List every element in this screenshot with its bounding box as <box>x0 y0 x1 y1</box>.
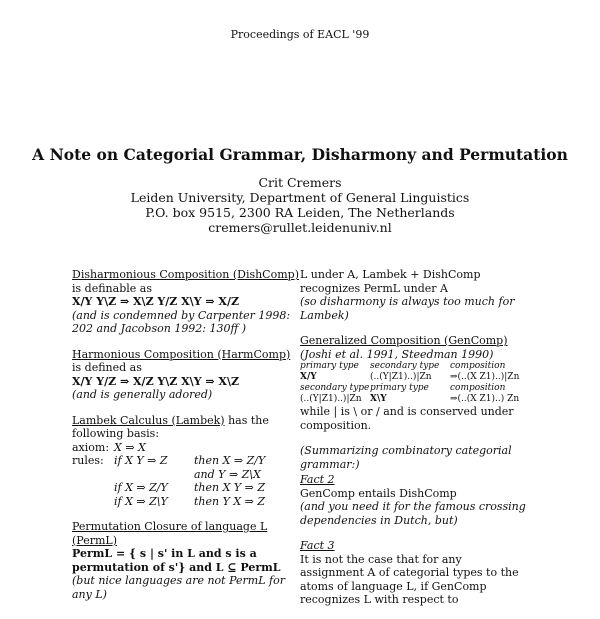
harmcomp-formula: X/Y Y/Z ⇒ X/Z Y\Z X\Y ⇒ X\Z <box>72 374 240 388</box>
fact3-block <box>300 539 528 607</box>
fact3-heading: Fact 3 <box>300 539 335 552</box>
right-column <box>300 268 528 619</box>
dishcomp-note: (and is condemned by Carpenter 1998: 202 and Jacobson 1992: 130ff ) <box>72 308 291 335</box>
proceedings-header: Proceedings of EACL '99 <box>230 28 370 41</box>
author-affiliation: Leiden University, Department of General Linguistics <box>130 190 470 205</box>
gencomp-text: while | is \ or / and is conserved under composition. <box>300 405 514 432</box>
dishcomp-text: is definable as <box>72 281 152 295</box>
paper-title: A Note on Categorial Grammar, Disharmony and Permutation <box>32 145 568 164</box>
perml-block <box>72 520 300 601</box>
lambek-block <box>72 414 300 509</box>
fact1-continuation <box>300 268 528 322</box>
fact2-heading: Fact 2 <box>300 473 335 486</box>
fact3-text: It is not the case that for any assignment A of categorial types to the atoms of language L, if GenComp recognizes L with respect to <box>300 552 519 606</box>
dishcomp-heading: Disharmonious Composition (DishComp) <box>72 268 299 281</box>
gencomp-type-table: primary type secondary type composition X/Y (..(Y|Z1)..)|Zn ⇒(..(X Z1)..)|Zn secondary type primary type composition (..(Y|Z1)..)|Zn X\Y ⇒(..(X Z1)..) Zn <box>300 361 520 404</box>
perml-heading: Permutation Closure of language L (PermL) <box>72 520 268 547</box>
lambek-row: if X ⇒ Z\Y then Y X ⇒ Z <box>114 494 266 508</box>
fact1-text: L under A, Lambek + DishComp recognizes PermL under A <box>300 268 481 295</box>
lambek-row: rules: if X Y ⇒ Z then X ⇒ Z/Y <box>72 454 266 467</box>
author-email: cremers@rullet.leidenuniv.nl <box>208 220 392 235</box>
lambek-row: and Y ⇒ Z\X <box>194 467 261 481</box>
dishcomp-formula: X/Y Y\Z ⇒ X\Z Y/Z X\Y ⇒ X/Z <box>72 295 240 308</box>
harmcomp-note: (and is generally adored) <box>72 388 213 401</box>
lambek-row: axiom: X ⇒ X <box>72 440 146 454</box>
harmcomp-text: is defined as <box>72 361 142 374</box>
lambek-text: has the following basis: <box>72 413 269 440</box>
harmcomp-heading: Harmonious Composition (HarmComp) <box>72 347 291 361</box>
gencomp-heading: Generalized Composition (GenComp) <box>300 334 508 347</box>
perml-definition: PermL = { s | s' in L and s is a permutation of s'} and L ⊆ PermL <box>72 547 281 574</box>
harmcomp-block <box>72 348 300 402</box>
fact2-note: (and you need it for the famous crossing dependencies in Dutch, but) <box>300 500 526 527</box>
dishcomp-block <box>72 268 300 336</box>
fact1-note: (so disharmony is always too much for Lambek) <box>300 295 515 322</box>
lambek-row: if X ⇒ Z/Y then X Y ⇒ Z <box>114 481 266 494</box>
author-address: P.O. box 9515, 2300 RA Leiden, The Netherlands <box>145 205 455 220</box>
author-block <box>0 175 600 235</box>
perml-note: (but nice languages are not PermL for any L) <box>72 574 285 601</box>
left-column <box>72 268 300 613</box>
fact2-block <box>300 473 528 527</box>
gencomp-block <box>300 334 528 432</box>
gencomp-citation: (Joshi et al. 1991, Steedman 1990) <box>300 347 494 361</box>
fact2-text: GenComp entails DishComp <box>300 486 457 500</box>
summary-note: (Summarizing combinatory categorial grammar:) <box>300 444 512 471</box>
author-name: Crit Cremers <box>258 175 342 190</box>
lambek-heading: Lambek Calculus (Lambek) <box>72 413 225 427</box>
